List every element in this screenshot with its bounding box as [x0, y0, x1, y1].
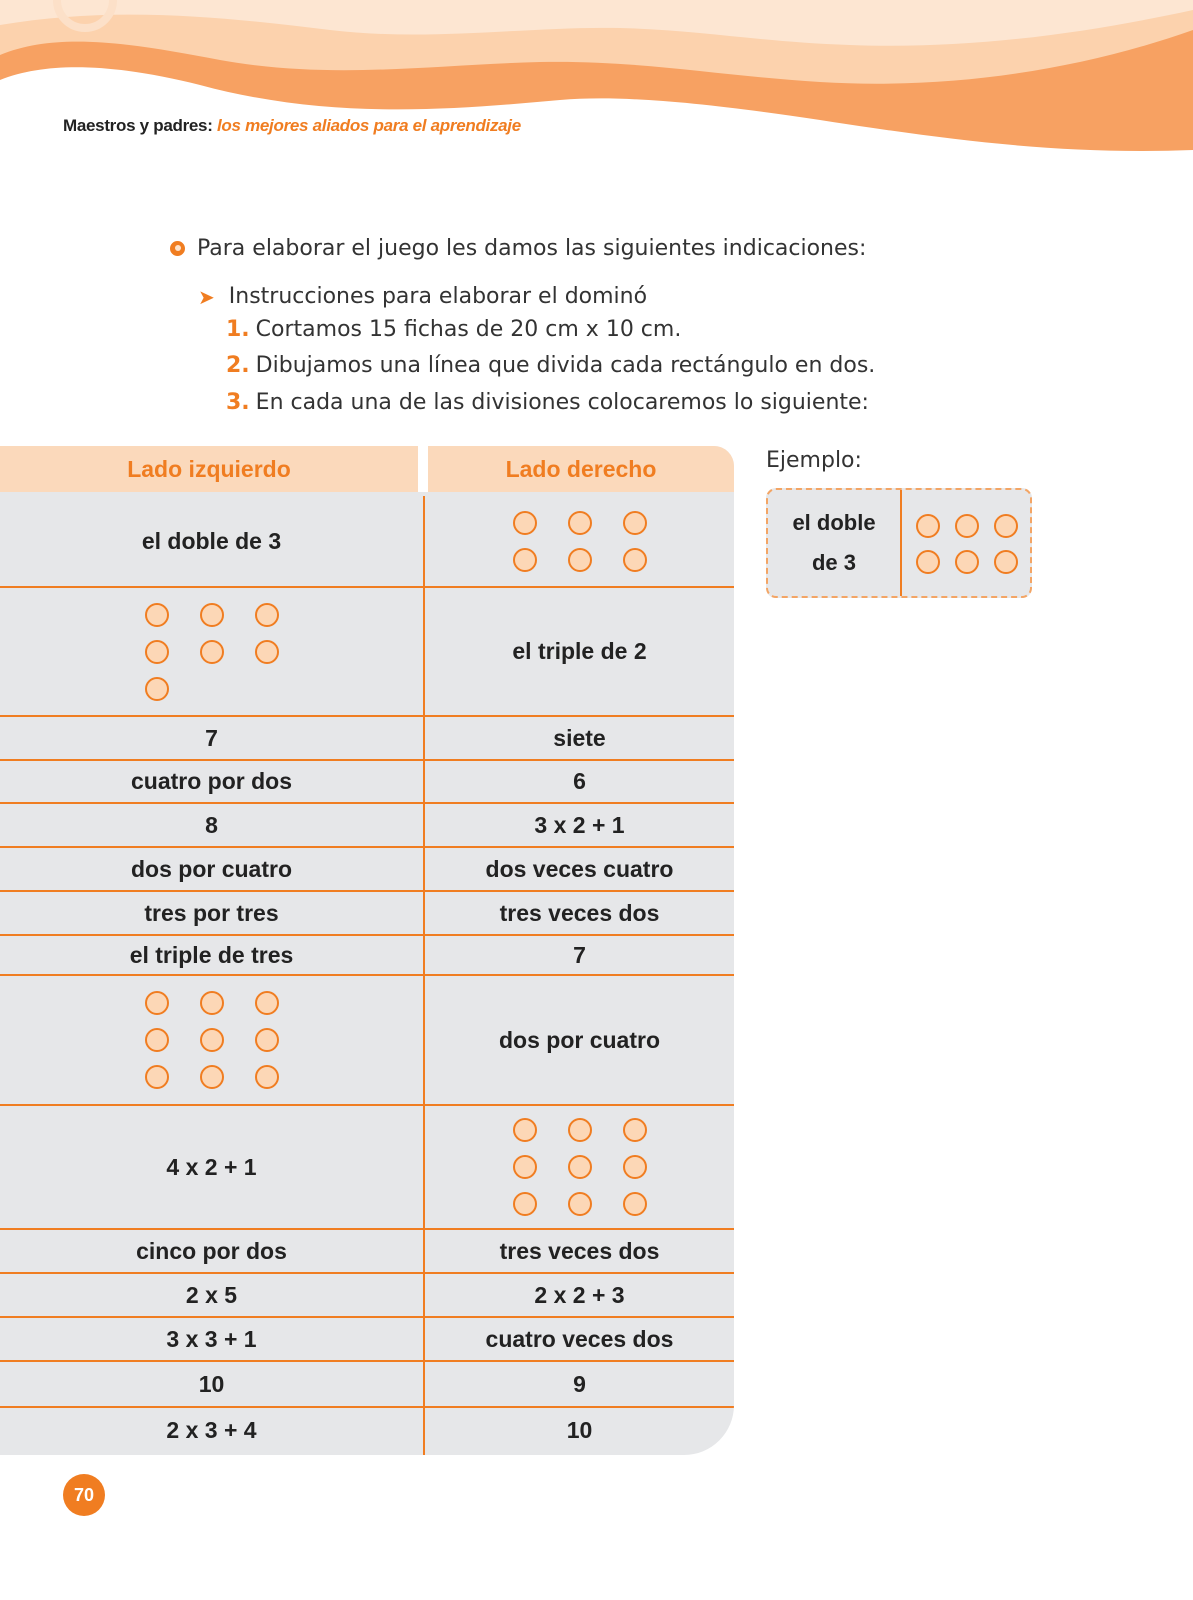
- dot-icon: [568, 1118, 592, 1142]
- table-cell-right: [425, 1362, 734, 1406]
- step-2: [226, 353, 875, 378]
- cell-text: dos por cuatro: [498, 1026, 660, 1053]
- dot-icon: [145, 677, 169, 701]
- subheading-text: Instrucciones para elaborar el dominó: [228, 284, 648, 309]
- cell-text: dos veces cuatro: [485, 855, 674, 882]
- cell-text: el doble de 3: [141, 527, 282, 554]
- example-domino-divider: [900, 490, 902, 596]
- dot-icon: [200, 991, 224, 1015]
- dot-icon: [955, 514, 979, 538]
- cell-text: 9: [573, 1370, 586, 1397]
- dot-group: [512, 511, 648, 572]
- bullet-icon: [170, 241, 185, 256]
- step-1: [226, 317, 681, 342]
- cell-text: siete: [553, 724, 606, 751]
- dot-icon: [513, 548, 537, 572]
- cell-text: 2 x 3 + 4: [166, 1417, 257, 1443]
- table-cell-right: [425, 1318, 734, 1360]
- cell-text: 3 x 3 + 1: [166, 1325, 257, 1352]
- dot-icon: [994, 550, 1018, 574]
- cell-text: cuatro por dos: [130, 768, 292, 794]
- step-3: [226, 390, 869, 415]
- table-cell-right: [425, 1230, 734, 1272]
- dot-icon: [955, 550, 979, 574]
- intro-bullet-text: Para elaborar el juego les damos las siguientes indicaciones:: [197, 236, 867, 261]
- step-number: 2.: [226, 353, 250, 378]
- table-cell-left: [0, 717, 423, 759]
- table-cell-right: [425, 588, 734, 715]
- page-number: 70: [63, 1474, 105, 1516]
- table-cell-left: [0, 1230, 423, 1272]
- dot-icon: [513, 1118, 537, 1142]
- header-title: Maestros y padres:: [63, 116, 213, 135]
- dot-icon: [200, 640, 224, 664]
- dot-icon: [513, 1155, 537, 1179]
- dot-icon: [623, 1118, 647, 1142]
- dot-icon: [255, 991, 279, 1015]
- header-left: Lado izquierdo: [127, 455, 291, 482]
- step-number: 1.: [226, 317, 250, 342]
- table-cell-right: [425, 892, 734, 934]
- dot-group: [512, 1118, 648, 1216]
- cell-text: 3 x 2 + 1: [534, 811, 625, 838]
- domino-table: [0, 446, 734, 1455]
- example-text-line1: el doble: [792, 510, 876, 535]
- dot-icon: [145, 640, 169, 664]
- cell-text: 10: [566, 1417, 593, 1443]
- dot-icon: [568, 1155, 592, 1179]
- dot-icon: [145, 1028, 169, 1052]
- table-cell-left: [0, 1274, 423, 1316]
- dot-icon: [255, 1028, 279, 1052]
- example-label: Ejemplo:: [766, 448, 862, 473]
- table-cell-right: [425, 848, 734, 890]
- table-cell-left: [0, 496, 423, 586]
- table-cell-left: [0, 1106, 423, 1228]
- dot-icon: [623, 548, 647, 572]
- example-text-line2: de 3: [811, 550, 857, 575]
- cell-text: 7: [573, 941, 586, 968]
- dot-icon: [255, 640, 279, 664]
- cell-text: tres por tres: [144, 899, 279, 926]
- header-subtitle: los mejores aliados para el aprendizaje: [217, 116, 521, 135]
- dot-icon: [255, 1065, 279, 1089]
- table-cell-right: [425, 804, 734, 846]
- dot-group: [144, 991, 280, 1089]
- table-cell-left: [0, 848, 423, 890]
- table-cell-right: [425, 1274, 734, 1316]
- cell-text: 2 x 5: [185, 1281, 238, 1308]
- dot-icon: [568, 548, 592, 572]
- table-cell-left: [0, 1362, 423, 1406]
- dot-icon: [255, 603, 279, 627]
- dot-icon: [623, 511, 647, 535]
- table-cell-left: [0, 976, 423, 1104]
- dot-icon: [513, 1192, 537, 1216]
- cell-text: tres veces dos: [499, 899, 660, 926]
- table-cell-left: [0, 936, 423, 974]
- table-cell-left: [0, 761, 423, 802]
- example-domino-left: [768, 490, 900, 596]
- cell-text: tres veces dos: [499, 1237, 660, 1264]
- cell-text: 7: [205, 724, 218, 751]
- table-cell-right: [425, 1408, 734, 1453]
- step-text: Dibujamos una línea que divida cada rectángulo en dos.: [255, 353, 876, 378]
- cell-text: 8: [205, 811, 218, 838]
- table-cell-left: [0, 1408, 423, 1453]
- step-text: Cortamos 15 fichas de 20 cm x 10 cm.: [255, 317, 682, 342]
- table-cell-left: [0, 588, 423, 715]
- dot-icon: [916, 550, 940, 574]
- cell-text: 6: [573, 768, 586, 794]
- step-number: 3.: [226, 390, 250, 415]
- table-cell-right: [425, 976, 734, 1104]
- header-separator: [418, 446, 428, 492]
- table-cell-right: [425, 717, 734, 759]
- cell-text: cinco por dos: [136, 1237, 287, 1264]
- table-cell-left: [0, 1318, 423, 1360]
- table-cell-right: [425, 936, 734, 974]
- table-cell-left: [0, 804, 423, 846]
- table-cell-right: [425, 496, 734, 586]
- cell-text: 4 x 2 + 1: [166, 1153, 257, 1180]
- cell-text: el triple de tres: [129, 941, 294, 968]
- dot-icon: [200, 1065, 224, 1089]
- header-wave-decoration: [0, 0, 1193, 160]
- table-cell-left: [0, 892, 423, 934]
- cell-text: 10: [198, 1370, 225, 1397]
- dot-icon: [568, 511, 592, 535]
- dot-icon: [200, 603, 224, 627]
- table-cell-right: [425, 761, 734, 802]
- dot-group: [144, 603, 280, 701]
- dot-icon: [145, 603, 169, 627]
- dot-icon: [145, 1065, 169, 1089]
- page-header: [63, 116, 521, 136]
- cell-text: cuatro veces dos: [485, 1325, 674, 1352]
- dot-icon: [623, 1155, 647, 1179]
- dot-icon: [200, 1028, 224, 1052]
- step-text: En cada una de las divisiones colocaremos lo siguiente:: [255, 390, 869, 415]
- instructions-subheading: [198, 284, 647, 309]
- dot-icon: [623, 1192, 647, 1216]
- dot-icon: [916, 514, 940, 538]
- dot-icon: [513, 511, 537, 535]
- chevron-right-icon: ➤: [198, 284, 215, 309]
- cell-text: el triple de 2: [512, 638, 647, 664]
- table-header: [0, 446, 734, 492]
- cell-text: 2 x 2 + 3: [534, 1281, 625, 1308]
- dot-icon: [568, 1192, 592, 1216]
- example-domino: [766, 488, 1032, 598]
- example-domino-dots: [916, 514, 1018, 574]
- header-right: Lado derecho: [505, 455, 657, 482]
- cell-text: dos por cuatro: [130, 855, 292, 882]
- intro-bullet: [170, 236, 866, 261]
- table-cell-right: [425, 1106, 734, 1228]
- dot-icon: [994, 514, 1018, 538]
- dot-icon: [145, 991, 169, 1015]
